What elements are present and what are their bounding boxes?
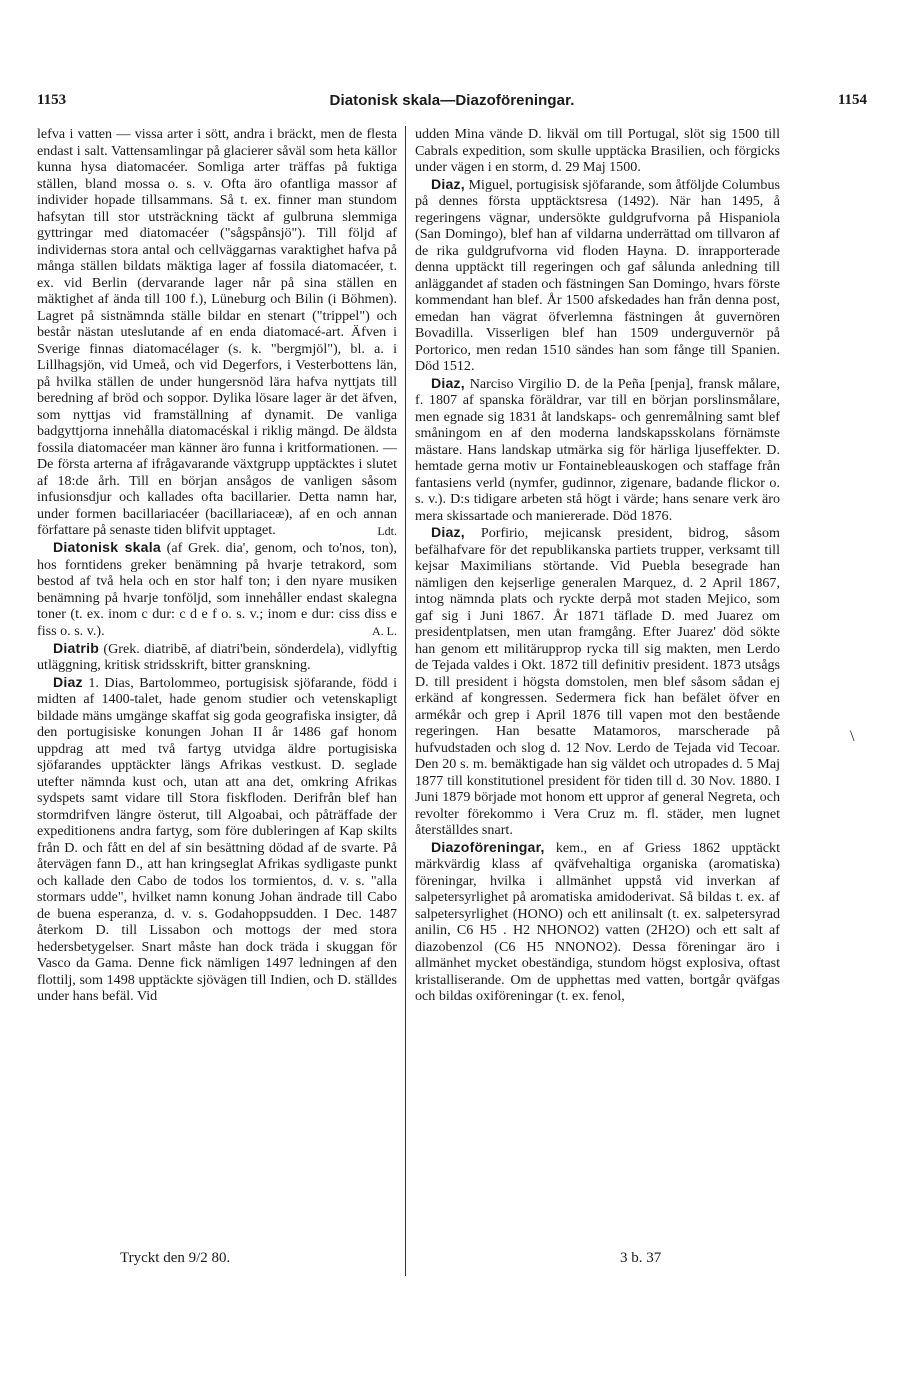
column-divider xyxy=(405,126,406,1276)
page-header xyxy=(37,92,867,116)
author-signature: Ldt. xyxy=(377,523,397,538)
entry-body: Miguel, portugisisk sjöfarande, som åtföljde Columbus på dennes första upptäcktsresa (1492). När han 1495, å regeringens vägnar, undersökte guldgrufvorna på Hispaniola (San Domingo), blef han af vildarna underrättad om tillvaron af de rika guldgrufvorna vid floden Hayna. D. inrapporterade denna upptäckt till regeringen och gaf sålunda anledning till anläggandet af staden och fästningen San Domingo, hvars förste kommendant han blef. År 1500 afskedades han från denna post, emedan han vägrat öfverlemna fästningen åt guvernören Bovadilla. Visserligen blef han 1509 underguvernör på Portorico, men redan 1510 sändes han som fånge till Spanien. Död 1512. xyxy=(415,176,780,374)
entry-headword: Diaz, xyxy=(431,175,465,192)
print-date: Tryckt den 9/2 80. xyxy=(120,1250,231,1266)
entry-body: (Grek. diatribē, af diatri'bein, sönderdela), vidlyftig utläggning, kritisk stridsskrift, bitter granskning. xyxy=(37,640,397,673)
entry-diaz-miguel xyxy=(415,176,780,375)
left-column xyxy=(37,126,397,1005)
entry-diaz-porfirio xyxy=(415,524,780,839)
page-number-left: 1153 xyxy=(37,92,67,108)
page-number-right: 1154 xyxy=(837,92,867,108)
right-column xyxy=(415,126,780,1005)
running-title: Diatonisk skala—Diazoföreningar. xyxy=(329,92,575,109)
entry-headword: Diaz xyxy=(53,673,83,690)
paragraph: lefva i vatten — vissa arter i sött, andra i bräckt, men de flesta endast i salt. Vattensamlingar på glacierer såväl som heta källor kunna hysa diatomacéer. Somliga arter träffas på fuktiga ställen, bland mossa o. s. v. Ofta äro ofantliga massor af individer hopade tillsammans. Så t. ex. finner man stundom hafsytan till stor utsträckning täckt af gulbruna slemmiga gyttringar med diatomacéer ("sågspånsjö"). Till följd af individernas stora antal och cellväggarnas varaktighet hafva på många ställen bildats mäktiga lager af fossila diatomacéer, t. ex. vid Berlin (dervarande lager når på sina ställen en mäktighet af ända till 100 f.), Lüneburg och Bilin (i Böhmen). Lagret på sistnämnda ställe bildar en stenart ("trippel") och består nästan uteslutande af en enda diatomacé-art. Äfven i Sverige finnas diatomacélager (s. k. "bergmjöl"), bl. a. i Lillhagsjön, vid Umeå, och vid Degerfors, i Vesterbottens län, på hvilka ställen de under hungersnöd lära hafva nyttjats till beredning af bröd och soppor. Dylika lösare lager är det äfven, som nyttjas vid framställning af dynamit. De vanliga badgyttjorna innehålla diatomacéskal i riklig mängd. De äldsta fossila diatomacéer man känner äro funna i kritformationen. — De första arterna af ifrågavarande växtgrupp upptäcktes i slutet af 18:de årh. Till en början ansågos de vanligen såsom infusionsdjur och kallades ofta bacillarier. Detta namn har, under formen bacillariacéer (bacillariaceæ), af en och annan författare på senaste tiden blifvit upptaget. xyxy=(37,126,397,538)
entry-headword: Diatrib xyxy=(53,639,100,656)
entry-diaz-bartolommeo xyxy=(37,674,397,1005)
entry-headword: Diatonisk skala xyxy=(53,539,161,555)
entry-diazoforeningar xyxy=(415,839,780,1005)
entry-headword: Diaz, xyxy=(431,524,465,540)
entry-body: 1. Dias, Bartolommeo, portugisisk sjöfarande, född i midten af 1400-talet, hade genom studier och vetenskapligt bildade mäns umgänge skaffat sig goda geografiska insigter, då den portugisiske konungen Johan II år 1486 gaf honom uppdrag att med två fartyg utvidga äldre portugisiska sjöfarandes upptäckter längs Afrikas vestkust. D. seglade utefter nämnda kust och, utan att ana det, omkring Afrikas sydspets samt vidare till Stora fiskfloden. Derifrån blef han stormdrifven längre österut, till Algoabai, och påträffade der expeditionens andra fartyg, som före dubleringen af Kap skilts från D. och fått en del af sin besättning dödad af de svarte. På återvägen fann D., att han kringseglat Afrikas sydligaste punkt och kallade den Cabo de todos los tormientos, d. v. s. "alla stormars udde", hvilket namn konung Johan ändrade till Cabo de buena esperanza, d. v. s. Godahoppsudden. I Dec. 1487 återkom D. till Lissabon och mottogs der med stora hedersbetygelser. Snart måste han dock träda i skuggan för Vasco da Gama. Denne fick nämligen 1497 ledningen af den flottilj, som 1498 upptäckte sjövägen till Indien, och D. ställdes under hans befäl. Vid xyxy=(37,674,397,1004)
paragraph: udden Mina vände D. likväl om till Portugal, slöt sig 1500 till Cabrals expedition, som skulle upptäcka Brasilien, och förgicks under vägen i en storm, d. 29 Maj 1500. xyxy=(415,126,780,175)
margin-mark: \ xyxy=(850,728,855,745)
entry-body: Narciso Virgilio D. de la Peña [penja], fransk målare, f. 1807 af spanska föräldrar, var till en början porslinsmålare, men egnade sig 1831 åt landskaps- och genremålning samt blef småningom en af den moderna landskapsskolans förnämste mästare. Hans landskap utmärka sig för härliga ljuseffekter. D. hemtade gerna motiv ur Fontainebleauskogen och staffage från fantasiens verld (nymfer, gudinnor, zigenare, badande flickor o. s. v.). D:s tidigare arbeten stå högt i värde; hans senare verk äro mera skissartade och maniererade. Död 1876. xyxy=(415,375,781,524)
entry-body: (af Grek. dia', genom, och to'nos, ton), hos forntidens greker benämning på hvarje tetrakord, som bestod af två hela och en stor half ton; i den nyare musiken benämning på hvarje tonföljd, som innehåller endast skalegna toner (t. ex. inom c dur: c d e f o. s. v.; inom e dur: ciss diss e fiss o. s. v.). xyxy=(37,540,397,639)
author-signature: A. L. xyxy=(372,624,397,638)
entry-body: kem., en af Griess 1862 upptäckt märkvärdig klass af qväfvehaltiga organiska (aromatiska) föreningar, hvilka i allmänhet uppstå vid inverkan af salpetersyrlighet på aromatiska amidoderivat. Så bildas t. ex. af salpetersyrlighet (HONO) och ett anilinsalt (t. ex. salpetersyrad anilin, C6 H5 . H2 NHONO2) vatten (2H2O) och ett salt af diazobenzol (C6 H5 NNONO2). Dessa föreningar äro i allmänhet mycket obeständiga, stundom högst explosiva, oftast kristalliserande. Om de upphettas med vatten, bortgår qväfgas och bildas oxiföreningar (t. ex. fenol, xyxy=(415,839,780,1004)
entry-diaz-narciso xyxy=(415,375,780,525)
entry-body: Porfirio, mejicansk president, bidrog, såsom befälhafvare för det republikanska partiets trupper, verksamt till kejsar Maximilians störtande. Vid Puebla besegrade han nämligen den kejserlige generalen Marquez, d. 2 April 1867, intog nämnda plats och ryckte derpå mot staden Mejico, som gaf sig i Juni 1867. År 1871 täflade D. med Juarez om presidentplatsen, men utan framgång. Efter Juarez' död sökte han genom ett militärupprор rycka till sig makten, men Lerdo de Tejada valdes i Okt. 1872 till definitiv president. 1873 utsågs D. till president i högsta domstolen, men blef såsom sådan ej erkänd af kongressen. Sedermera fick han befälet öfver en armékår och grep i April 1876 till vapen mot den bestående regeringen. Han besatte Matamoros, marscherade på hufvudstaden och slog d. 12 Nov. Lerdo de Tejada vid Tecoar. Den 20 s. m. bemäktigade han sig väldet och utropades d. 5 Maj 1877 till konstitutionel president för tiden till d. 30 Nov. 1880. I Juni 1879 började mot honom ett uppror af general Negreta, och revolter förekommo i Vera Cruz m. fl. städer, men lugnet återställdes snart. xyxy=(415,525,780,838)
sheet-signature: 3 b. 37 xyxy=(620,1250,662,1266)
entry-diatrib xyxy=(37,640,397,674)
entry-headword: Diaz, xyxy=(431,374,465,391)
entry-headword: Diazoföreningar, xyxy=(431,838,545,855)
